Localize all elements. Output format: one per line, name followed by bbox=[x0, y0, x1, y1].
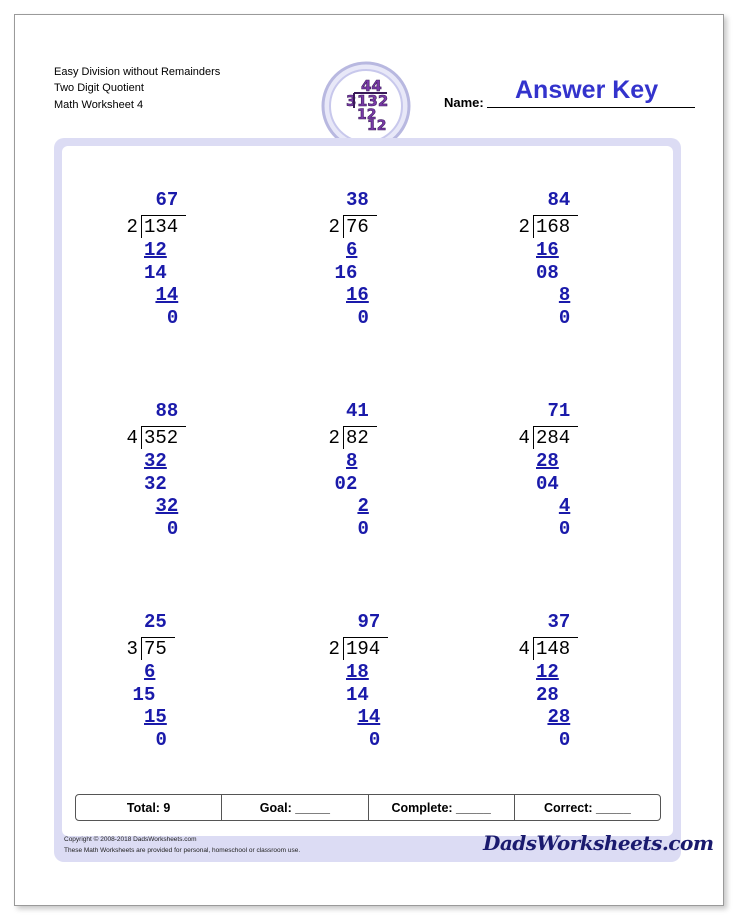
work-step: 0 bbox=[558, 517, 571, 540]
dividend: 75 bbox=[144, 638, 167, 660]
quotient: 84 bbox=[547, 189, 571, 211]
work-step: 04 bbox=[536, 472, 559, 495]
divisor: 2 bbox=[328, 216, 340, 238]
division-problem bbox=[324, 613, 464, 783]
dividend: 76 bbox=[346, 216, 369, 238]
work-step: 0 bbox=[166, 517, 179, 540]
division-problem bbox=[514, 191, 654, 361]
problems-area bbox=[62, 146, 673, 836]
division-problem bbox=[514, 402, 654, 572]
work-step: 6 bbox=[346, 239, 358, 261]
worksheet-title: Easy Division without Remainders bbox=[54, 66, 221, 78]
work-step: 0 bbox=[368, 728, 381, 751]
work-step: 28 bbox=[547, 706, 571, 728]
work-step: 28 bbox=[536, 450, 559, 472]
quotient: 38 bbox=[346, 189, 369, 211]
work-step: 32 bbox=[144, 472, 167, 495]
divisor: 2 bbox=[518, 216, 530, 238]
work-step: 32 bbox=[155, 495, 179, 517]
work-step: 18 bbox=[346, 661, 369, 683]
work-step: 0 bbox=[357, 306, 369, 329]
division-problem bbox=[324, 402, 464, 572]
dividend: 148 bbox=[536, 638, 571, 660]
division-problem bbox=[122, 613, 262, 783]
correct-cell: Correct: _____ bbox=[543, 800, 631, 815]
work-step: 32 bbox=[144, 450, 167, 472]
worksheet-number: Math Worksheet 4 bbox=[54, 99, 144, 111]
division-problem bbox=[514, 613, 654, 783]
quotient: 25 bbox=[144, 611, 167, 633]
work-step: 8 bbox=[558, 284, 571, 306]
work-step: 0 bbox=[155, 728, 167, 751]
work-step: 12 bbox=[144, 239, 167, 261]
work-step: 0 bbox=[558, 728, 571, 751]
work-step: 12 bbox=[536, 661, 559, 683]
copyright-text: Copyright © 2008-2018 DadsWorksheets.com bbox=[64, 836, 197, 843]
worksheet-subtitle: Two Digit Quotient bbox=[54, 82, 144, 94]
divisor: 2 bbox=[328, 638, 340, 660]
divisor: 4 bbox=[126, 427, 138, 449]
work-step: 2 bbox=[357, 495, 369, 517]
svg-text:12: 12 bbox=[367, 118, 387, 134]
usage-text: These Math Worksheets are provided for personal, homeschool or classroom use. bbox=[64, 847, 301, 854]
brand-logo: DadsWorksheets.com bbox=[483, 831, 714, 855]
total-cell: Total: 9 bbox=[76, 795, 222, 820]
quotient: 97 bbox=[357, 611, 381, 633]
quotient: 37 bbox=[547, 611, 571, 633]
work-step: 28 bbox=[536, 683, 559, 706]
work-step: 16 bbox=[346, 284, 369, 306]
complete-cell: Complete: _____ bbox=[369, 795, 515, 820]
work-step: 0 bbox=[558, 306, 571, 329]
division-problem bbox=[122, 402, 262, 572]
work-step: 14 bbox=[346, 683, 369, 706]
goal-cell: Goal: _____ bbox=[222, 795, 368, 820]
dividend: 82 bbox=[346, 427, 369, 449]
division-problem bbox=[324, 191, 464, 361]
work-step: 15 bbox=[144, 706, 167, 728]
svg-text:12: 12 bbox=[357, 107, 377, 123]
name-line bbox=[487, 107, 695, 108]
quotient: 88 bbox=[155, 400, 179, 422]
answer-key-title: Answer Key bbox=[515, 76, 659, 104]
work-step: 6 bbox=[144, 661, 156, 683]
svg-text:132: 132 bbox=[357, 92, 389, 110]
score-table bbox=[75, 794, 661, 821]
work-step: 4 bbox=[558, 495, 571, 517]
divisor: 2 bbox=[126, 216, 138, 238]
dividend: 352 bbox=[144, 427, 179, 449]
svg-text:3: 3 bbox=[346, 92, 357, 110]
quotient: 41 bbox=[346, 400, 369, 422]
division-problem bbox=[122, 191, 262, 361]
work-step: 16 bbox=[334, 261, 358, 284]
problems-frame bbox=[54, 138, 681, 862]
work-step: 02 bbox=[334, 472, 358, 495]
divisor: 2 bbox=[328, 427, 340, 449]
work-step: 14 bbox=[144, 261, 167, 284]
dividend: 168 bbox=[536, 216, 571, 238]
work-step: 0 bbox=[166, 306, 179, 329]
quotient: 71 bbox=[547, 400, 571, 422]
dividend: 134 bbox=[144, 216, 179, 238]
divisor: 4 bbox=[518, 427, 530, 449]
svg-text:44: 44 bbox=[361, 77, 382, 95]
divisor: 4 bbox=[518, 638, 530, 660]
work-step: 8 bbox=[346, 450, 358, 472]
work-step: 08 bbox=[536, 261, 559, 284]
dividend: 194 bbox=[346, 638, 381, 660]
work-step: 16 bbox=[536, 239, 559, 261]
work-step: 14 bbox=[357, 706, 381, 728]
divisor: 3 bbox=[126, 638, 138, 660]
work-step: 14 bbox=[155, 284, 179, 306]
dividend: 284 bbox=[536, 427, 571, 449]
work-step: 0 bbox=[357, 517, 369, 540]
name-label: Name: bbox=[444, 95, 484, 110]
worksheet-page bbox=[14, 14, 724, 906]
work-step: 15 bbox=[132, 683, 156, 706]
quotient: 67 bbox=[155, 189, 179, 211]
